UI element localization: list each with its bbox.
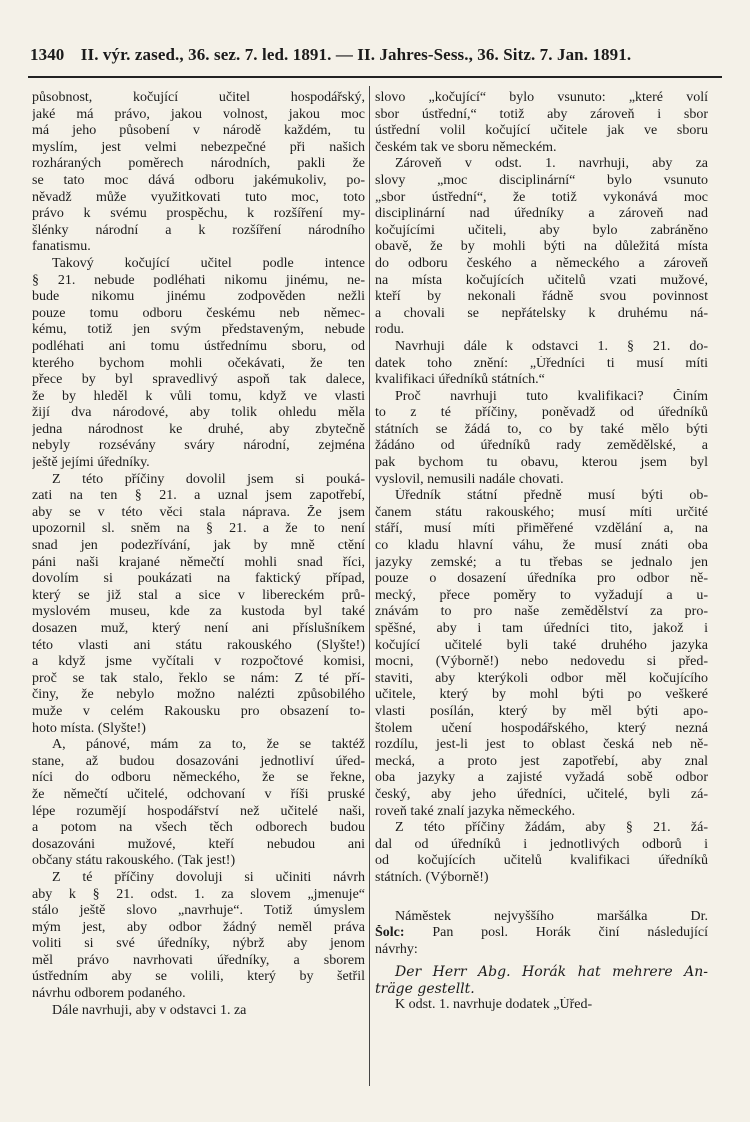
text-line <box>375 925 708 942</box>
text-line: Zároveň v odst. 1. navrhuji, aby za <box>395 156 708 172</box>
text-line: Z této příčiny žádám, aby § 21. žá- <box>395 820 708 836</box>
header-rule <box>28 76 722 78</box>
text-line: podléhati ani tomu ústřednímu sboru, od <box>32 338 365 354</box>
text-line: českém tak ve sboru německém. <box>375 139 557 155</box>
text-line: proč se tak stalo, řeklo se nám: Z té pří- <box>32 670 365 686</box>
text-line: rozháraných poměrech národních, pakli že <box>32 156 365 172</box>
text-line: snad jen podezřívání, jak by mně ctění <box>32 538 365 554</box>
text-line: že by hleděl k vůli tomu, když ve vlasti <box>32 388 365 404</box>
text-line: kvalifikaci úředníků státních.“ <box>375 372 545 388</box>
text-line: žijí dva národové, aby tolik ohledu měla <box>32 405 365 421</box>
text-line: že němečtí učitelé, odchovaní v říši pruské <box>32 786 365 802</box>
text-line: se tato moc dává odboru jakémukoliv, po- <box>32 172 365 188</box>
text-line: vyslovil, nemusili nadále chovati. <box>375 471 564 487</box>
text-line: mecký, přece poměry to vyžadují a u- <box>375 587 708 603</box>
text-line: stáří, musí míti přiměřené vzdělání a, na <box>375 521 708 537</box>
page-number: 1340 <box>30 45 65 64</box>
text-line: to z té příčiny, poněvadž od úředníků <box>375 405 708 421</box>
text-line: žádáno od úředníků rady zemědělské, a <box>375 438 708 454</box>
text-line: rozdílu, jest-li jest to oblast česká neb ně- <box>375 737 708 753</box>
text-line: dosazen muž, který není ani příslušníkem <box>32 621 365 636</box>
text-line: měl právo navrhovati úředníky, a sborem <box>32 952 365 968</box>
text-line: Navrhuji dále k odstavci 1. § 21. do- <box>395 338 708 354</box>
text-span: Pan posl. Horák činí následující <box>404 925 708 941</box>
text-line: návrhy: <box>375 941 418 957</box>
text-line: hoto místa. (Slyšte!) <box>32 720 146 736</box>
text-line: Úředník státní předně musí býti ob- <box>395 488 708 504</box>
text-line: slovo „kočující“ bylo vsunuto: „které volí <box>375 90 708 105</box>
text-line: ústřední volil kočující učitele jak ve sboru <box>375 123 708 139</box>
text-line: pouze tomu odboru českému neb němec- <box>32 305 365 321</box>
text-line: mým jest, aby odbor žádný neměl práva <box>32 919 365 935</box>
text-line: štolem učení hospodářského, který nezná <box>375 720 708 736</box>
text-line: a chovali se nepřátelsky k druhému ná- <box>375 305 708 321</box>
text-line: této vlasti ani státu rakouského (Slyšte!) <box>32 637 365 653</box>
text-line: bude nikomu jinému zodpověden nežli <box>32 289 365 305</box>
text-line: má jeho působení v národě každém, tu <box>32 123 365 139</box>
text-line: níci do odboru německého, že se řekne, <box>32 770 365 786</box>
text-line: kému, totiž jen svým představeným, nebude <box>32 322 365 338</box>
text-line: zati na ten § 21. a uznal jsem zapotřebí, <box>32 488 365 504</box>
text-line: roveň také znalí jazyka německého. <box>375 803 576 819</box>
text-line: do odboru českého a německého a zároveň <box>375 255 708 271</box>
text-line: co kladu hlavní váhu, že musí znáti oba <box>375 538 708 554</box>
text-line: dosazováni mužové, kteří nebudou ani <box>32 836 365 852</box>
text-line: kterého bychom mohli očekávati, že ten <box>32 355 365 371</box>
header-text: II. výr. zased., 36. sez. 7. led. 1891. — II. Jahres-Sess., 36. Sitz. 7. Jan. 1891. <box>80 45 632 64</box>
text-line: šlénky národní a k rozšíření národního <box>32 222 365 238</box>
text-line: státních se žádá to, co by také mělo býti <box>375 421 708 437</box>
text-line: právo k svému prospěchu, k rozšíření my- <box>32 206 365 222</box>
text-line: působnost, kočující učitel hospodářský, <box>32 90 365 105</box>
text-line: a potom na všech těch odborech budou <box>32 820 365 836</box>
text-line: páni naši krajané němečtí mohli snad říci, <box>32 554 365 570</box>
text-line: český, aby jeho úředníci, učitelé, byli zá- <box>375 786 708 802</box>
speaker-name: Šolc: <box>375 925 405 941</box>
right-column <box>375 90 708 1014</box>
text-line: § 21. nebude podléhati nikomu jinému, ne- <box>32 272 365 288</box>
page-header <box>30 45 720 65</box>
text-line: oba jazyky a zajisté vyžadá sobě odbor <box>375 770 708 786</box>
text-line: na místa kočujících učitelů vzati mužové, <box>375 272 708 288</box>
text-line: sbor ústřední,“ totiž aby zároveň i sbor <box>375 106 708 122</box>
text-line: čanem státu rakouského; musí míti určité <box>375 504 708 520</box>
text-line: kočujícími učiteli, aby bylo zabráněno <box>375 222 708 238</box>
text-line: jaké má právo, jakou volnost, jakou moc <box>32 106 365 122</box>
text-line: slovy „moc disciplinární“ bylo vsunuto <box>375 172 708 188</box>
left-column <box>32 90 365 1019</box>
text-line: aby se v této věci stala náprava. Že jsem <box>32 504 365 520</box>
text-line: stane, až budou dosazováni jednotliví úřed- <box>32 753 365 769</box>
text-line: vlasti posílán, který by měl býti apo- <box>375 703 708 719</box>
text-line: A, pánové, mám za to, že se taktéž <box>52 737 365 753</box>
text-line: kteří by nekonali řádně svou povinnost <box>375 289 708 305</box>
text-line: a když jsme vyčítali v rozpočtové komisi, <box>32 654 365 670</box>
text-line: občany státu rakouského. (Tak jest!) <box>32 853 236 869</box>
text-line: nebyly rozsévány sváry národní, zejména <box>32 438 365 454</box>
text-line: mocni, (Výborně!) nebo nedovedu si před- <box>375 654 708 670</box>
text-line: muže v celém Rakousku pro obsazení to- <box>32 703 365 719</box>
text-line: fanatismu. <box>32 239 91 255</box>
text-line: träge gestellt. <box>375 980 475 997</box>
text-line: staviti, aby kterýkoli odbor měl kočujícího <box>375 670 708 686</box>
text-line: učitele, který by mohl býti po veškeré <box>375 687 708 703</box>
text-line: jazyky zemské; a tu třebas se jednalo jen <box>375 554 708 570</box>
text-line: Náměstek nejvyššího maršálka Dr. <box>395 908 708 924</box>
text-line: disciplinární nad úředníky a zároveň nad <box>375 206 708 222</box>
text-line: dovolím si poukázati na faktický případ, <box>32 571 365 587</box>
text-line: pak bychom tu obavu, kterou jsem byl <box>375 455 708 471</box>
text-line: ještě jejími úředníky. <box>32 455 150 471</box>
text-line: znávám to pro naše zemědělství za pro- <box>375 604 708 620</box>
text-line: ústředním aby se volili, který by šetřil <box>32 969 365 985</box>
text-line: upozornil sl. sněm na § 21. a že to není <box>32 521 365 537</box>
text-line: Z té příčiny dovoluji si učiniti návrh <box>52 869 365 885</box>
text-line: „sbor ústřední“, že totiž vykonává moc <box>375 189 708 205</box>
text-line: návrhu odborem podaného. <box>32 986 186 1002</box>
text-line: pouze o dosazení úředníka pro odbor ně- <box>375 571 708 587</box>
text-line: lépe rozumějí hospodářství než učitelé naši, <box>32 803 365 819</box>
text-line: přece by byl spravedlivý aspoň tak dalece, <box>32 372 365 388</box>
text-line: kočující učitelé byli také druhého jazyka <box>375 637 708 653</box>
text-line: Z této příčiny dovolil jsem si pouká- <box>52 471 365 487</box>
text-line: státních. (Výborně!) <box>375 869 489 885</box>
column-divider <box>369 86 370 1086</box>
text-line: datek toho znění: „Úředníci ti musí míti <box>375 355 708 371</box>
text-line: činy, že nebylo možno nalézti způsobilého <box>32 687 365 703</box>
text-line: Dále navrhuji, aby v odstavci 1. za <box>52 1002 247 1018</box>
spacer <box>375 887 708 909</box>
text-line: něvadž může využitkovati tuto moc, toto <box>32 189 365 205</box>
text-line: mecká, a proto jest zapotřebí, aby znal <box>375 753 708 769</box>
text-line: stálo ještě slovo „navrhuje“. Totiž úmyslem <box>32 903 365 919</box>
text-line: voliti si své úředníky, nýbrž aby jenom <box>32 936 365 952</box>
text-line: myslovém museu, kde za kustoda byl také <box>32 604 365 620</box>
text-line: Takový kočující učitel podle intence <box>52 255 365 271</box>
text-line: jedna národnost ke druhé, aby zbytečně <box>32 421 365 437</box>
text-line: spěšné, aby i tam úředníci tito, jakož i <box>375 621 708 636</box>
text-line: K odst. 1. navrhuje dodatek „Úřed- <box>395 997 593 1013</box>
text-line: aby k § 21. odst. 1. za slovem „jmenuje“ <box>32 886 365 902</box>
text-line: rodu. <box>375 322 405 338</box>
text-line: myslím, jest velmi nebezpečné při našich <box>32 139 365 155</box>
text-line: dal od úředníků i jednotlivých odborů i <box>375 836 708 852</box>
text-line: Proč navrhuji tuto kvalifikaci? Činím <box>395 388 708 404</box>
right-column-body <box>375 90 708 887</box>
text-line: Der Herr Abg. Horák hat mehrere An- <box>395 964 708 981</box>
text-line: obavě, že by mohli býti na důležitá místa <box>375 239 708 255</box>
text-line: který se již stal a sice v libereckém prů- <box>32 587 365 603</box>
text-line: od kočujících učitelů kvalifikaci úředníků <box>375 853 708 869</box>
